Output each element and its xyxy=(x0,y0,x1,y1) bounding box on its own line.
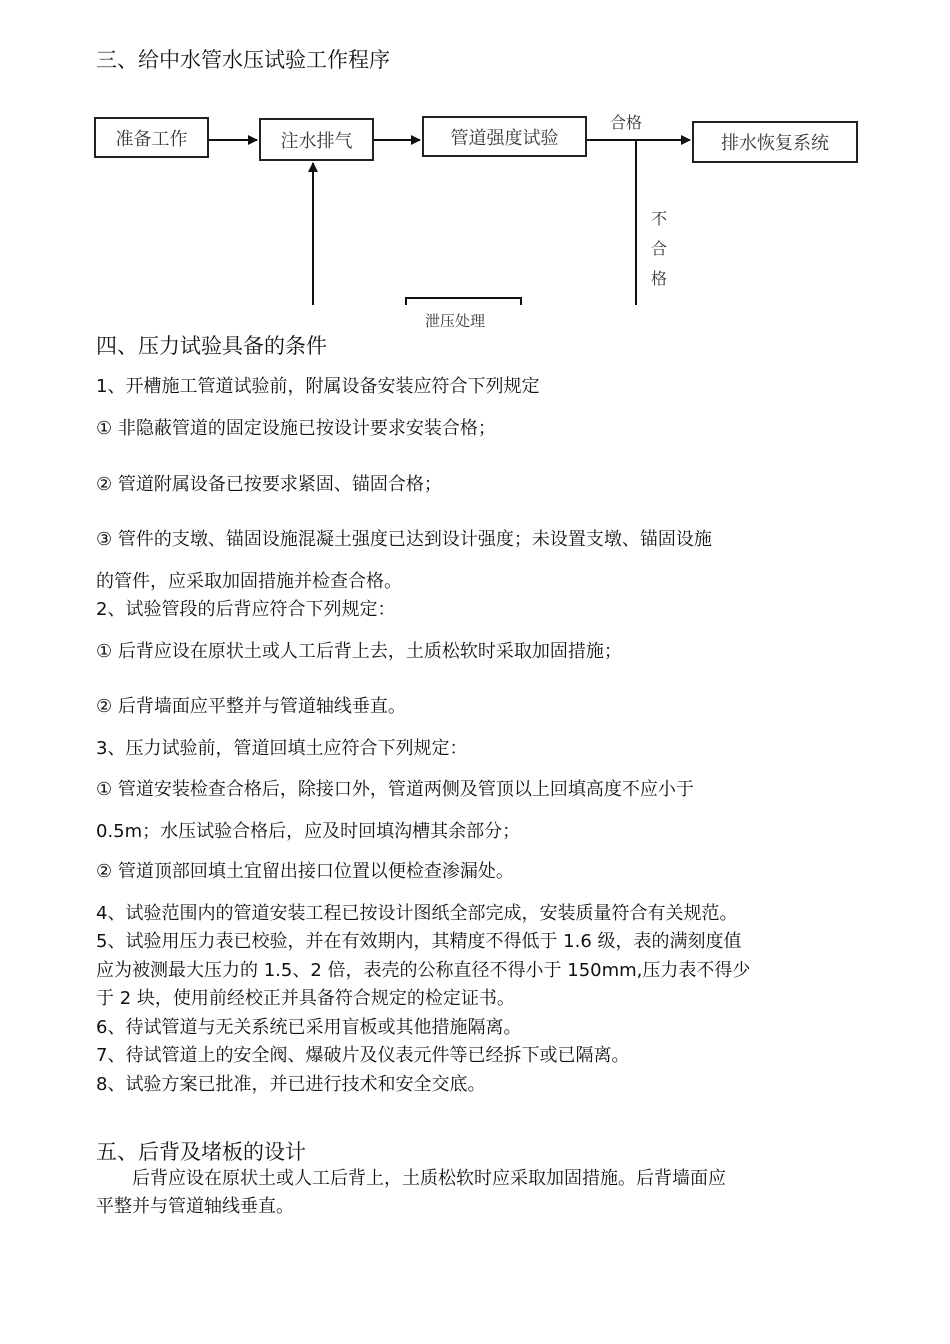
condition-3-item-2: ② 管道顶部回填土宜留出接口位置以便检查渗漏处。 xyxy=(96,861,514,882)
box-fill-vent: 注水排气 xyxy=(259,118,374,161)
fail-char-3: 格 xyxy=(650,269,667,288)
section5-title: 五、后背及堵板的设计 xyxy=(96,1140,306,1164)
section5-body-line-1: 后背应设在原状土或人工后背上，土质松软时应采取加固措施。后背墙面应 xyxy=(96,1168,726,1189)
condition-2-item-1: ① 后背应设在原状土或人工后背上去，土质松软时采取加固措施； xyxy=(96,641,622,662)
flowchart-connectors xyxy=(0,0,950,340)
condition-1-heading: 1、开槽施工管道试验前，附属设备安装应符合下列规定 xyxy=(96,376,540,397)
box-strength-test: 管道强度试验 xyxy=(422,116,587,157)
box-prepare: 准备工作 xyxy=(94,117,209,158)
condition-6: 6、待试管道与无关系统已采用盲板或其他措施隔离。 xyxy=(96,1017,522,1038)
condition-5-line-1: 5、试验用压力表已校验，并在有效期内，其精度不得低于 1.6 级，表的满刻度值 xyxy=(96,931,742,952)
condition-3-item-1-cont: 0.5m；水压试验合格后，应及时回填沟槽其余部分； xyxy=(96,821,521,842)
condition-1-item-3: ③ 管件的支墩、锚固设施混凝土强度已达到设计强度；未设置支墩、锚固设施 xyxy=(96,529,712,550)
box-drain-restore: 排水恢复系统 xyxy=(692,121,858,163)
relief-bracket xyxy=(406,298,521,305)
fail-label xyxy=(650,204,668,294)
condition-2-item-2: ② 后背墙面应平整并与管道轴线垂直。 xyxy=(96,696,406,717)
condition-5-line-3: 于 2 块，使用前经校正并具备符合规定的检定证书。 xyxy=(96,988,515,1009)
condition-3-heading: 3、压力试验前，管道回填土应符合下列规定： xyxy=(96,738,468,759)
condition-1-item-2: ② 管道附属设备已按要求紧固、锚固合格； xyxy=(96,474,442,495)
condition-5-line-2: 应为被测最大压力的 1.5、2 倍，表壳的公称直径不得小于 150mm,压力表不得少 xyxy=(96,960,751,981)
fail-char-1: 不 xyxy=(650,209,667,228)
fail-char-2: 合 xyxy=(650,239,667,258)
condition-2-heading: 2、试验管段的后背应符合下列规定： xyxy=(96,599,396,620)
condition-4: 4、试验范围内的管道安装工程已按设计图纸全部完成，安装质量符合有关规范。 xyxy=(96,903,738,924)
condition-8: 8、试验方案已批准，并已进行技术和安全交底。 xyxy=(96,1074,486,1095)
pass-label: 合格 xyxy=(610,113,643,132)
section4-title: 四、压力试验具备的条件 xyxy=(96,334,327,358)
relief-label: 泄压处理 xyxy=(425,312,486,330)
condition-1-item-1: ① 非隐蔽管道的固定设施已按设计要求安装合格； xyxy=(96,418,496,439)
flowchart xyxy=(0,0,950,340)
section3-title: 三、给中水管水压试验工作程序 xyxy=(96,48,390,72)
condition-1-item-3-cont: 的管件，应采取加固措施并检查合格。 xyxy=(96,571,402,592)
condition-3-item-1: ① 管道安装检查合格后，除接口外，管道两侧及管顶以上回填高度不应小于 xyxy=(96,779,694,800)
section5-body-line-2: 平整并与管道轴线垂直。 xyxy=(96,1196,294,1217)
condition-7: 7、待试管道上的安全阀、爆破片及仪表元件等已经拆下或已隔离。 xyxy=(96,1045,630,1066)
